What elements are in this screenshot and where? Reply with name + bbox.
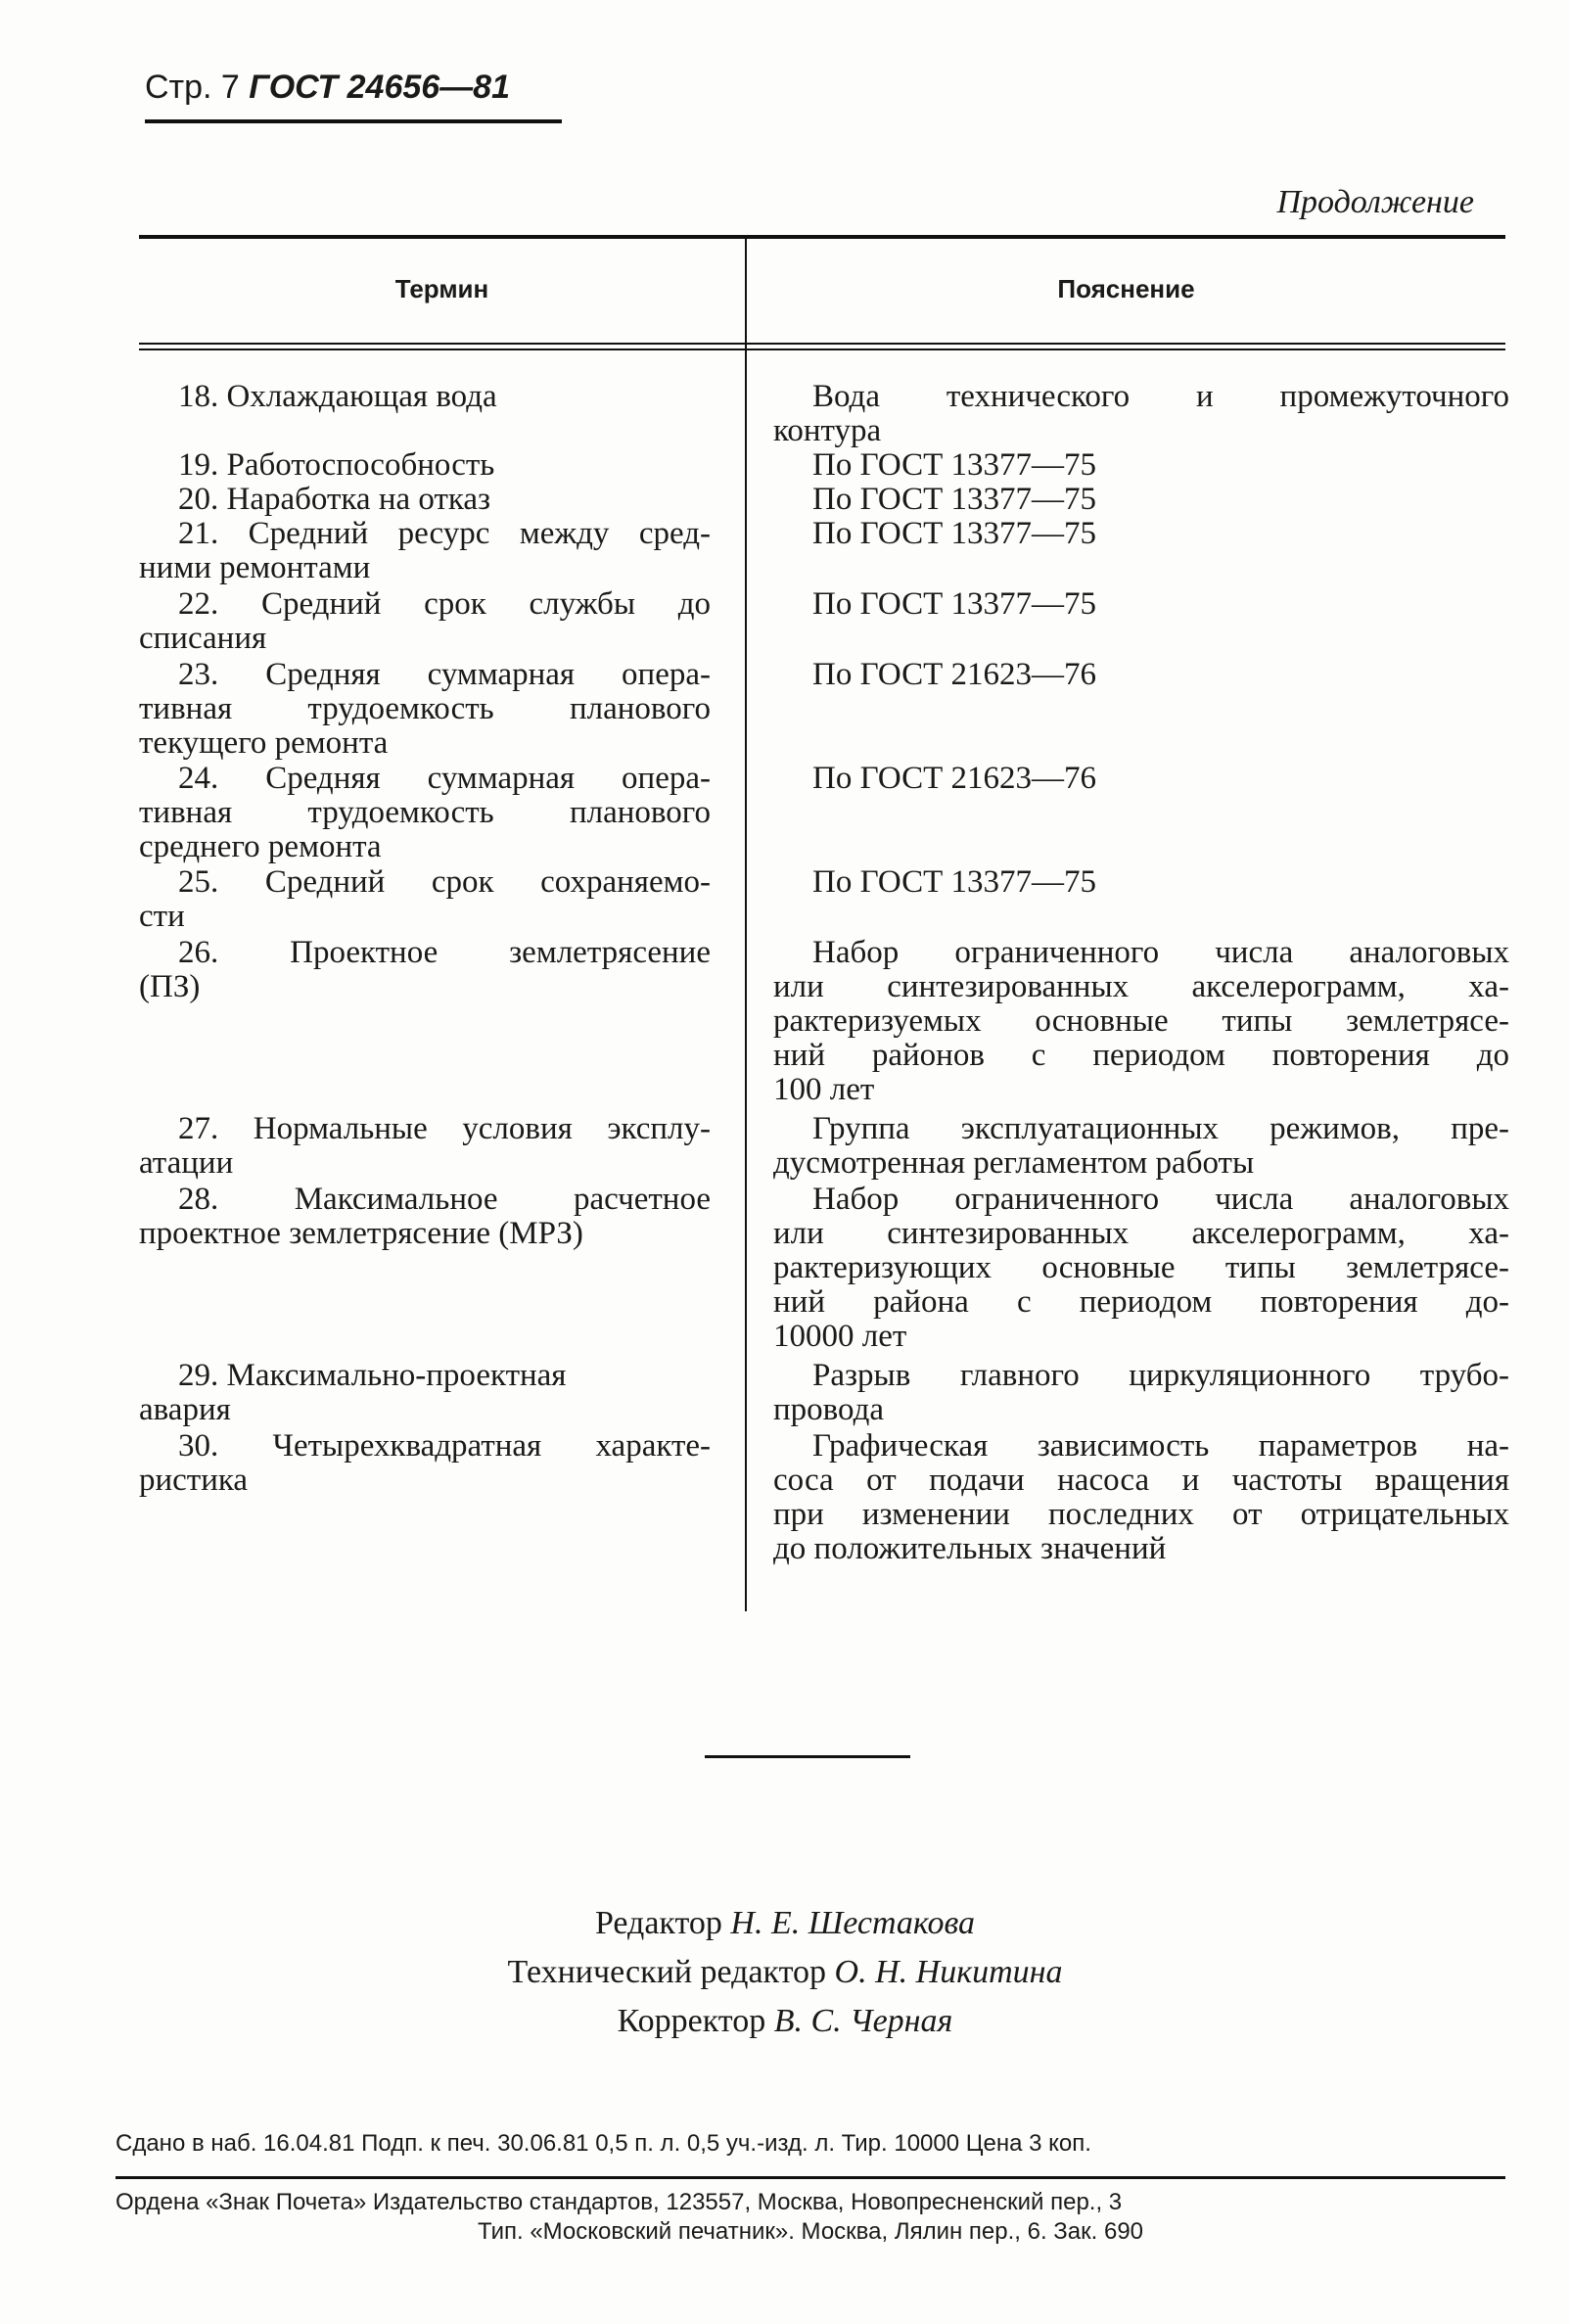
explanation-24	[773, 762, 1509, 796]
explanation-line: ний района с периодом повторения до-	[773, 1284, 1509, 1320]
term-line: 23. Средняя суммарная опера-	[178, 657, 711, 692]
explanation-line: соса от подачи насоса и частоты вращения	[773, 1463, 1509, 1498]
explanation-22	[773, 587, 1509, 622]
explanation-line: ний районов с периодом повторения до	[773, 1038, 1509, 1073]
header-rule	[145, 119, 562, 123]
credit-editor	[0, 1899, 1570, 1948]
explanation-29	[773, 1359, 1509, 1427]
explanation-line: Графическая зависимость параметров на-	[812, 1428, 1509, 1464]
table-top-rule	[139, 235, 1505, 239]
term-22	[139, 587, 711, 656]
explanation-18	[773, 380, 1509, 448]
explanation-line: По ГОСТ 13377—75	[812, 447, 1096, 483]
term-29	[139, 1359, 711, 1427]
credit-corrector	[0, 1997, 1570, 2046]
explanation-line: или синтезированных акселерограмм, ха-	[773, 969, 1509, 1004]
column-header-term: Термин	[394, 274, 489, 303]
explanation-line: рактеризуемых основные типы землетрясе-	[773, 1003, 1509, 1039]
term-20	[139, 483, 711, 517]
explanation-line: или синтезированных акселерограмм, ха-	[773, 1216, 1509, 1251]
imprint-print-data: Сдано в наб. 16.04.81 Подп. к печ. 30.06.81 0,5 п. л. 0,5 уч.-изд. л. Тир. 10000 Цена 3 коп.	[115, 2130, 1091, 2157]
term-line: 26. Проектное землетрясение	[178, 935, 711, 970]
term-line: тивная трудоемкость планового	[139, 691, 711, 726]
term-line: тивная трудоемкость планового	[139, 795, 711, 830]
explanation-28	[773, 1183, 1509, 1354]
term-line: среднего ремонта	[139, 829, 382, 864]
explanation-line: рактеризующих основные типы землетрясе-	[773, 1250, 1509, 1285]
page-number: Стр. 7	[145, 69, 240, 106]
credit-tech-editor	[0, 1948, 1570, 1997]
term-line: проектное землетрясение (МРЗ)	[139, 1216, 583, 1251]
explanation-20	[773, 483, 1509, 517]
explanation-line: 10000 лет	[773, 1319, 907, 1354]
explanation-line: Разрыв главного циркуляционного трубо-	[812, 1358, 1509, 1393]
term-25	[139, 865, 711, 934]
credit-name: В. С. Черная	[773, 2003, 953, 2039]
term-line: 20. Наработка на отказ	[178, 482, 491, 517]
term-27	[139, 1112, 711, 1181]
explanation-26	[773, 936, 1509, 1107]
term-line: 25. Средний срок сохраняемо-	[178, 864, 711, 900]
term-28	[139, 1183, 711, 1251]
explanation-line: при изменении последних от отрицательных	[773, 1497, 1509, 1532]
term-line: 24. Средняя суммарная опера-	[178, 761, 711, 796]
explanation-19	[773, 448, 1509, 483]
credit-role: Редактор	[594, 1905, 722, 1941]
term-line: 29. Максимально-проектная	[178, 1358, 567, 1393]
term-line: ними ремонтами	[139, 550, 371, 585]
imprint-printing-house: Тип. «Московский печатник». Москва, Лялин пер., 6. Зак. 690	[477, 2218, 1144, 2245]
explanation-30	[773, 1429, 1509, 1566]
column-divider	[745, 239, 747, 1611]
section-divider	[705, 1755, 910, 1758]
term-26	[139, 936, 711, 1004]
explanation-line: По ГОСТ 13377—75	[812, 586, 1096, 622]
explanation-line: дусмотренная регламентом работы	[773, 1145, 1255, 1181]
explanation-27	[773, 1112, 1509, 1181]
explanation-line: 100 лет	[773, 1072, 875, 1107]
credit-role: Корректор	[617, 2003, 766, 2039]
term-30	[139, 1429, 711, 1498]
column-header-explanation: Пояснение	[1057, 274, 1195, 303]
explanation-line: По ГОСТ 21623—76	[812, 761, 1096, 796]
term-19	[139, 448, 711, 483]
explanation-25	[773, 865, 1509, 900]
term-line: 21. Средний ресурс между сред-	[178, 516, 711, 551]
term-18	[139, 380, 711, 414]
credit-name: Н. Е. Шестакова	[730, 1905, 976, 1941]
continuation-label: Продолжение	[1276, 184, 1474, 220]
term-line: 28. Максимальное расчетное	[178, 1182, 711, 1217]
explanation-line: По ГОСТ 21623—76	[812, 657, 1096, 692]
term-line: текущего ремонта	[139, 725, 389, 761]
explanation-line: По ГОСТ 13377—75	[812, 482, 1096, 517]
term-line: 22. Средний срок службы до	[178, 586, 711, 622]
table-header-rule-double	[139, 349, 1505, 350]
explanation-line: Набор ограниченного числа аналоговых	[812, 935, 1509, 970]
explanation-line: По ГОСТ 13377—75	[812, 864, 1096, 900]
explanation-21	[773, 517, 1509, 551]
credit-name: О. Н. Никитина	[834, 1954, 1063, 1990]
explanation-line: контура	[773, 413, 882, 448]
term-24	[139, 762, 711, 864]
explanation-line: Набор ограниченного числа аналоговых	[812, 1182, 1509, 1217]
term-line: 27. Нормальные условия эксплу-	[178, 1111, 711, 1146]
term-line: атации	[139, 1145, 234, 1181]
term-21	[139, 517, 711, 585]
explanation-line: Вода технического и промежуточного	[812, 379, 1509, 414]
term-line: 30. Четырехквадратная характе-	[178, 1428, 711, 1464]
term-23	[139, 658, 711, 761]
standard-number: ГОСТ 24656—81	[249, 69, 511, 106]
explanation-line: провода	[773, 1392, 885, 1427]
term-line: 18. Охлаждающая вода	[178, 379, 497, 414]
term-line: 19. Работоспособность	[178, 447, 495, 483]
explanation-line: По ГОСТ 13377—75	[812, 516, 1096, 551]
term-line: авария	[139, 1392, 231, 1427]
page-header	[145, 69, 510, 107]
term-line: (ПЗ)	[139, 969, 201, 1004]
term-line: сти	[139, 899, 185, 934]
imprint-rule	[115, 2176, 1505, 2179]
explanation-line: до положительных значений	[773, 1531, 1167, 1566]
explanation-line: Группа эксплуатационных режимов, пре-	[812, 1111, 1509, 1146]
credit-role: Технический редактор	[507, 1954, 827, 1990]
imprint-publisher: Ордена «Знак Почета» Издательство стандартов, 123557, Москва, Новопресненский пер., 3	[115, 2189, 1123, 2215]
term-line: списания	[139, 621, 267, 656]
table-header-rule	[139, 343, 1505, 345]
term-line: ристика	[139, 1463, 249, 1498]
explanation-23	[773, 658, 1509, 692]
